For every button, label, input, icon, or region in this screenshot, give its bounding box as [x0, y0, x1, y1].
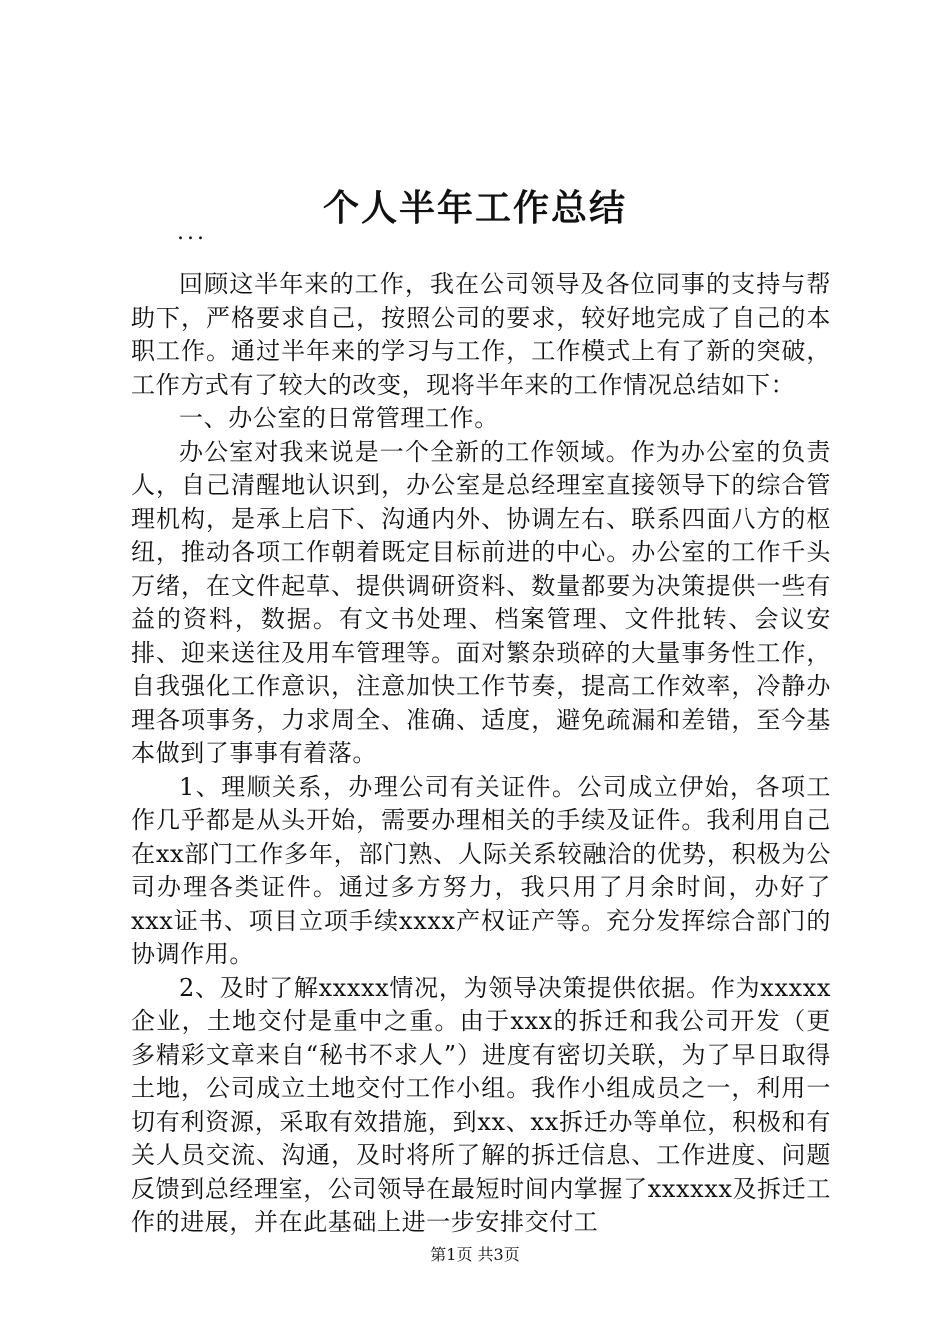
document-title: 个人半年工作总结	[322, 187, 627, 229]
page-footer: 第1页 共3页	[430, 1245, 520, 1264]
ellipsis-marker: ...	[177, 220, 207, 245]
section-heading: 一、办公室的日常管理工作。	[179, 404, 499, 432]
paragraph-item-2: 2、及时了解xxxxx情况，为领导决策提供依据。作为xxxxx企业，土地交付是重中之重。由于xxx的拆迁和我公司开发（更多精彩文章来自“秘书不求人”）进度有密切关联，为了早日取得土地，公司成立土地交付工作小组。我作小组成员之一，利用一切有利资源，采取有效措施，到xx、xx拆迁办等单位，积极和有关人员交流、沟通，及时将所了解的拆迁信息、工作进度、问题反馈到总经理室，公司领导在最短时间内掌握了xxxxxx及拆迁工作的进展，并在此基础上进一步安排交付工	[131, 973, 831, 1236]
paragraph-intro: 回顾这半年来的工作，我在公司领导及各位同事的支持与帮助下，严格要求自己，按照公司的要求，较好地完成了自己的本职工作。通过半年来的学习与工作，工作模式上有了新的突破，工作方式有了较大的改变，现将半年来的工作情况总结如下：	[131, 270, 831, 399]
paragraph-office: 办公室对我来说是一个全新的工作领域。作为办公室的负责人，自己清醒地认识到，办公室是总经理室直接领导下的综合管理机构，是承上启下、沟通内外、协调左右、联系四面八方的枢纽，推动各项工作朝着既定目标前进的中心。办公室的工作千头万绪，在文件起草、提供调研资料、数量都要为决策提供一些有益的资料，数据。有文书处理、档案管理、文件批转、会议安排、迎来送往及用车管理等。面对繁杂琐碎的大量事务性工作，自我强化工作意识，注意加快工作节奏，提高工作效率，冷静办理各项事务，力求周全、准确、适度，避免疏漏和差错，至今基本做到了事事有着落。	[131, 437, 831, 767]
paragraph-item-1: 1、理顺关系，办理公司有关证件。公司成立伊始，各项工作几乎都是从头开始，需要办理相关的手续及证件。我利用自己在xx部门工作多年，部门熟、人际关系较融洽的优势，积极为公司办理各类证件。通过多方努力，我只用了月余时间，办好了xxx证书、项目立项手续xxxx产权证产等。充分发挥综合部门的协调作用。	[131, 772, 831, 968]
document-body	[131, 268, 831, 1240]
